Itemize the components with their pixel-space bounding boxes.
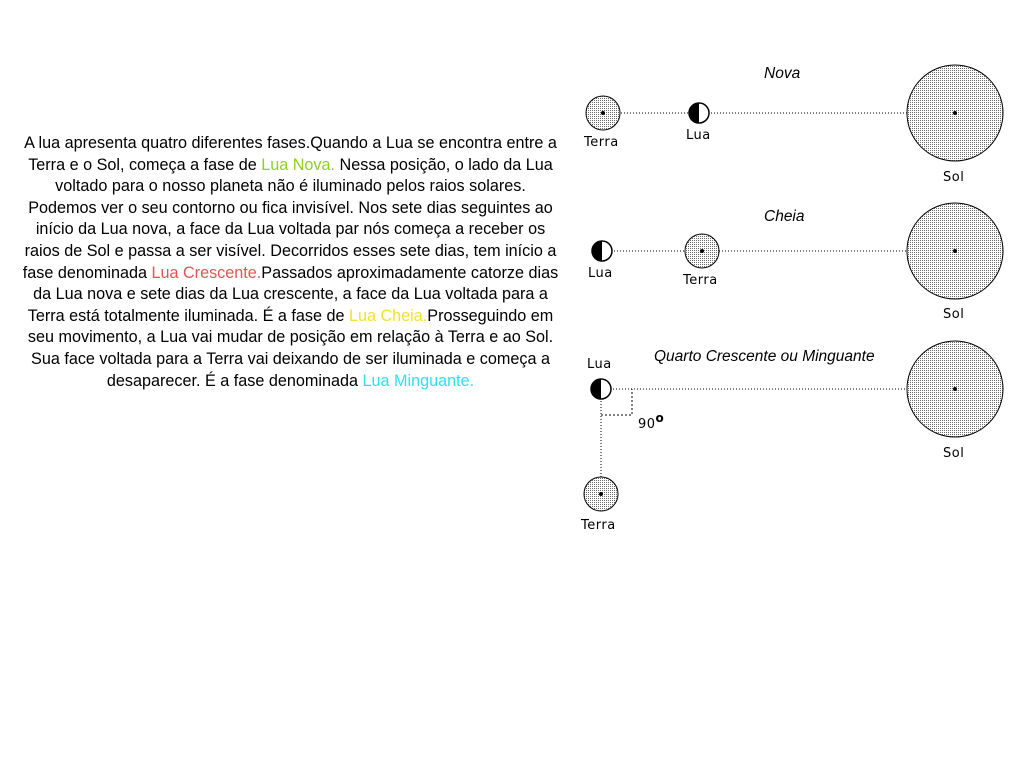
nova-earth-label: Terra [584, 135, 619, 150]
quarto-diagram [580, 341, 1003, 533]
nova-diagram [583, 65, 1003, 185]
quarto-sun-center-icon [953, 387, 957, 391]
highlight-lua-nova: Lua Nova. [261, 155, 336, 174]
highlight-lua-crescente: Lua Crescente. [151, 263, 262, 282]
quarto-sun-label: Sol [943, 446, 965, 461]
quarto-moon-shadow-icon [591, 379, 601, 399]
cheia-diagram [588, 203, 1003, 322]
quarto-earth-label: Terra [581, 518, 616, 533]
nova-moon-label: Lua [686, 128, 711, 143]
quarto-earth-center-icon [599, 492, 603, 496]
quarto-moon-label: Lua [587, 357, 612, 372]
text-cheia-description: Prosseguindo em seu movimento, a Lua vai mudar de posição em relação à Terra e ao Sol. Sua face voltada para a Terra vai deixando de ser iluminada e começa a desaparecer. É a fase denominada [27, 306, 554, 390]
cheia-moon-shadow-icon [592, 241, 602, 261]
cheia-title: Cheia [764, 208, 805, 225]
cheia-earth-label: Terra [683, 273, 718, 288]
nova-sun-center-icon [953, 111, 957, 115]
cheia-moon-label: Lua [588, 266, 613, 281]
nova-sun-label: Sol [943, 170, 965, 185]
nova-title: Nova [764, 65, 801, 82]
text-intro: A lua apresenta quatro diferentes fases.Quando a Lua se encontra entre a Terra e o Sol, começa a fase de [24, 134, 557, 174]
cheia-sun-label: Sol [943, 307, 965, 322]
quarto-title: Quarto Crescente ou Minguante [654, 348, 875, 365]
cheia-sun-center-icon [953, 249, 957, 253]
nova-moon-shadow-icon [689, 103, 699, 123]
nova-earth-center-icon [601, 111, 605, 115]
angle-label: 90o [638, 411, 665, 432]
highlight-lua-cheia: Lua Cheia. [348, 306, 428, 325]
cheia-earth-center-icon [700, 249, 704, 253]
text-crescente-description: Passados aproximadamente catorze dias da Lua nova e sete dias da Lua crescente, a face da Lua voltada para a Terra está totalmente iluminada. É a fase de [27, 263, 559, 325]
highlight-lua-minguante: Lua Minguante. [362, 371, 475, 390]
text-nova-description: Nessa posição, o lado da Lua voltado para o nosso planeta não é iluminado pelos raios solares. Podemos ver o seu contorno ou fica invisível. Nos sete dias seguintes ao início da Lua nova, a face da Lua voltada par nós começa a receber os raios de Sol e passa a ser visível. Decorridos esses sete dias, tem início a fase denominada [22, 155, 557, 282]
